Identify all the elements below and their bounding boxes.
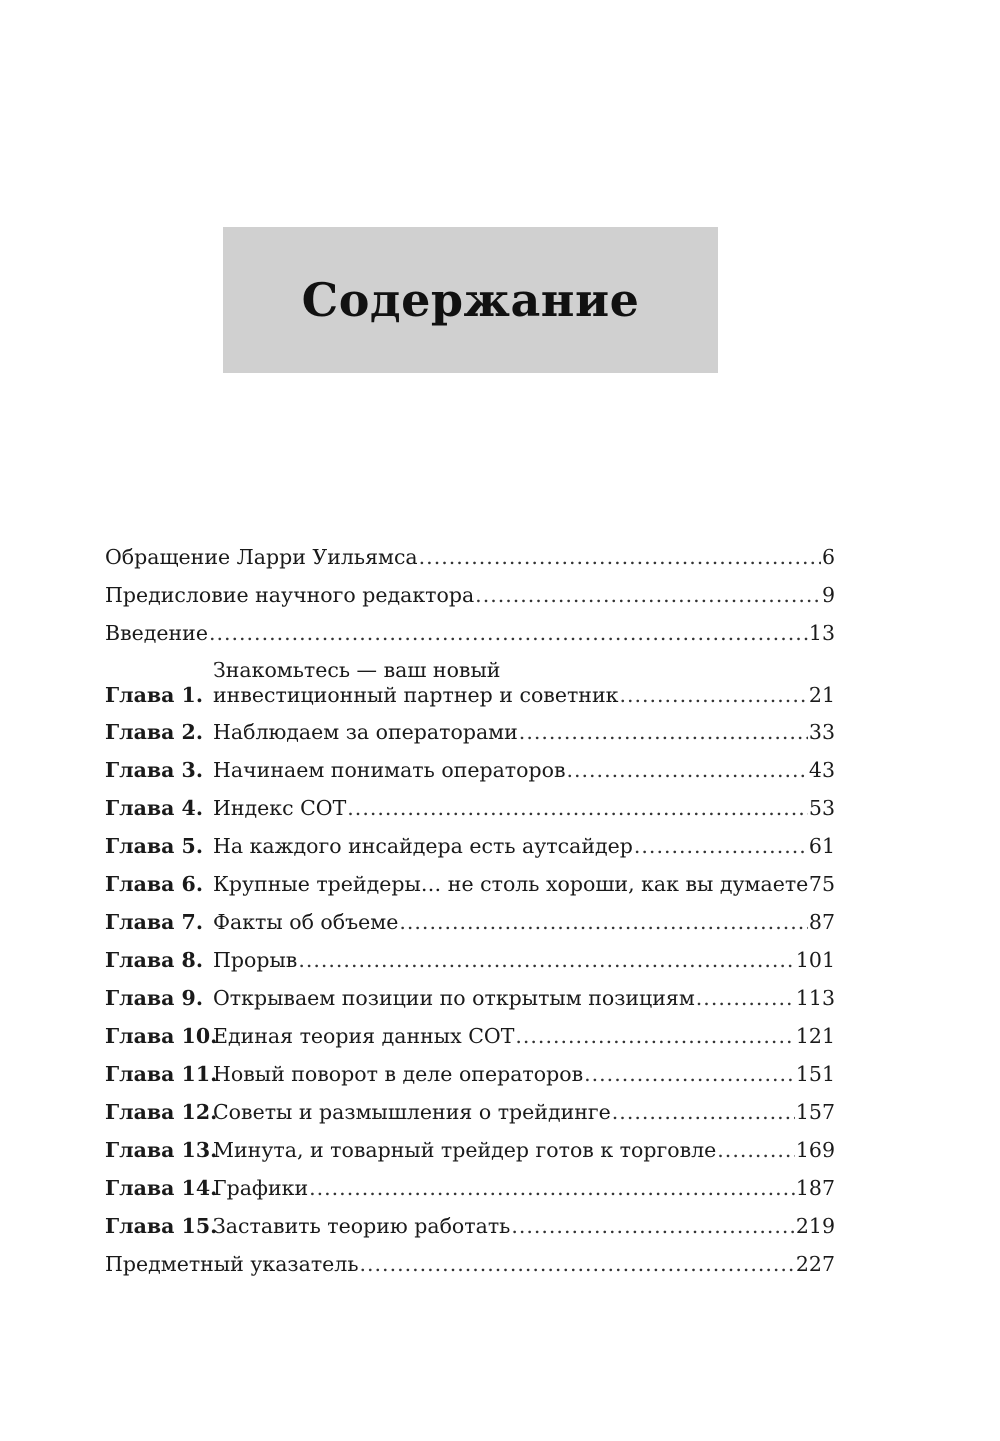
- toc-entry-title: Единая теория данных COT: [213, 1024, 515, 1048]
- toc-page-number: 187: [795, 1176, 835, 1200]
- toc-entry-chapter-13[interactable]: [105, 1138, 835, 1163]
- toc-entry-title: инвестиционный партнер и советник: [213, 683, 619, 707]
- toc-entry-title: Начинаем понимать операторов: [213, 758, 566, 782]
- toc-page-number: 121: [795, 1024, 835, 1048]
- toc-entry-chapter-14[interactable]: [105, 1176, 835, 1201]
- toc-page-number: 101: [795, 948, 835, 972]
- toc-entry-title: Введение: [105, 621, 208, 645]
- toc-entry-title: Открываем позиции по открытым позициям: [213, 986, 695, 1010]
- toc-chapter-label: Глава 5.: [105, 834, 203, 858]
- toc-entry-title: Минута, и товарный трейдер готов к торговле: [213, 1138, 717, 1162]
- toc-entry-title: Наблюдаем за операторами: [213, 720, 518, 744]
- toc-chapter-label: Глава 9.: [105, 986, 203, 1010]
- toc-entry-title: Крупные трейдеры… не столь хороши, как вы думаете: [213, 872, 809, 896]
- toc-entry-chapter-1[interactable]: [105, 658, 835, 708]
- toc-page-number: 13: [808, 621, 835, 645]
- toc-leader-dots: [209, 621, 808, 646]
- toc-leader-dots: [619, 683, 807, 708]
- toc-page-number: 219: [795, 1214, 835, 1238]
- toc-entry-chapter-6[interactable]: [105, 872, 835, 897]
- toc-entry-title: Предметный указатель: [105, 1252, 359, 1276]
- toc-chapter-label: Глава 13.: [105, 1138, 218, 1162]
- toc-entry-chapter-8[interactable]: [105, 948, 835, 973]
- toc-entry-title: Индекс COT: [213, 796, 347, 820]
- contents-heading-box: [223, 227, 718, 373]
- toc-entry-title: На каждого инсайдера есть аутсайдер: [213, 834, 633, 858]
- toc-leader-dots: [515, 1024, 794, 1049]
- toc-chapter-label: Глава 2.: [105, 720, 203, 744]
- toc-entry-index[interactable]: [105, 1252, 835, 1277]
- toc-entry-title: Предисловие научного редактора: [105, 583, 475, 607]
- toc-chapter-label: Глава 10.: [105, 1024, 218, 1048]
- toc-entry-foreword-williams[interactable]: [105, 545, 835, 570]
- toc-leader-dots: [298, 948, 795, 973]
- toc-entry-title: Новый поворот в деле операторов: [213, 1062, 584, 1086]
- toc-page-number: 87: [808, 910, 835, 934]
- toc-leader-dots: [511, 1214, 795, 1239]
- page-title: Содержание: [301, 273, 640, 327]
- toc-chapter-label: Глава 15.: [105, 1214, 218, 1238]
- toc-entry-chapter-7[interactable]: [105, 910, 835, 935]
- toc-leader-dots: [612, 1100, 795, 1125]
- toc-entry-title: Факты об объеме: [213, 910, 399, 934]
- toc-leader-dots: [634, 834, 808, 859]
- toc-leader-dots: [309, 1176, 795, 1201]
- toc-leader-dots: [399, 910, 808, 935]
- toc-page-number: 21: [808, 683, 835, 707]
- toc-chapter-label: Глава 4.: [105, 796, 203, 820]
- toc-page-number: 169: [795, 1138, 835, 1162]
- toc-chapter-label: Глава 6.: [105, 872, 203, 896]
- toc-entry-chapter-5[interactable]: [105, 834, 835, 859]
- toc-leader-dots: [419, 545, 821, 570]
- toc-entry-chapter-4[interactable]: [105, 796, 835, 821]
- toc-entry-chapter-9[interactable]: [105, 986, 835, 1011]
- toc-entry-editor-preface[interactable]: [105, 583, 835, 608]
- toc-page-number: 61: [808, 834, 835, 858]
- toc-entry-chapter-10[interactable]: [105, 1024, 835, 1049]
- toc-entry-title: Советы и размышления о трейдинге: [213, 1100, 611, 1124]
- toc-leader-dots: [347, 796, 808, 821]
- toc-page-number: 6: [821, 545, 835, 569]
- toc-chapter-label: Глава 1.: [105, 683, 203, 707]
- toc-entry-title: Заставить теорию работать: [213, 1214, 511, 1238]
- toc-page-number: 157: [795, 1100, 835, 1124]
- toc-entry-title-line1: Знакомьтесь — ваш новый: [213, 658, 501, 682]
- toc-entry-title: Обращение Ларри Уильямса: [105, 545, 418, 569]
- toc-leader-dots: [519, 720, 808, 745]
- toc-chapter-label: Глава 8.: [105, 948, 203, 972]
- toc-leader-dots: [566, 758, 807, 783]
- toc-chapter-label: Глава 7.: [105, 910, 203, 934]
- toc-chapter-label: Глава 14.: [105, 1176, 218, 1200]
- toc-chapter-label: Глава 11.: [105, 1062, 218, 1086]
- toc-entry-chapter-15[interactable]: [105, 1214, 835, 1239]
- toc-leader-dots: [360, 1252, 795, 1277]
- toc-entry-chapter-12[interactable]: [105, 1100, 835, 1125]
- toc-page-number: 151: [795, 1062, 835, 1086]
- toc-entry-title: Графики: [213, 1176, 309, 1200]
- toc-page-number: 9: [821, 583, 835, 607]
- toc-page-number: 33: [808, 720, 835, 744]
- toc-entry-title: Прорыв: [213, 948, 298, 972]
- toc-leader-dots: [717, 1138, 795, 1163]
- toc-leader-dots: [584, 1062, 795, 1087]
- toc-page-number: 227: [795, 1252, 835, 1276]
- toc-page-number: 75: [808, 872, 835, 896]
- toc-page-number: 53: [808, 796, 835, 820]
- toc-chapter-label: Глава 3.: [105, 758, 203, 782]
- toc-entry-chapter-2[interactable]: [105, 720, 835, 745]
- toc-entry-chapter-3[interactable]: [105, 758, 835, 783]
- toc-page-number: 113: [795, 986, 835, 1010]
- toc-entry-introduction[interactable]: [105, 621, 835, 646]
- toc-leader-dots: [475, 583, 821, 608]
- toc-leader-dots: [696, 986, 795, 1011]
- toc-entry-title-block: [213, 658, 618, 708]
- toc-page-number: 43: [808, 758, 835, 782]
- toc-entry-chapter-11[interactable]: [105, 1062, 835, 1087]
- toc-chapter-label: Глава 12.: [105, 1100, 218, 1124]
